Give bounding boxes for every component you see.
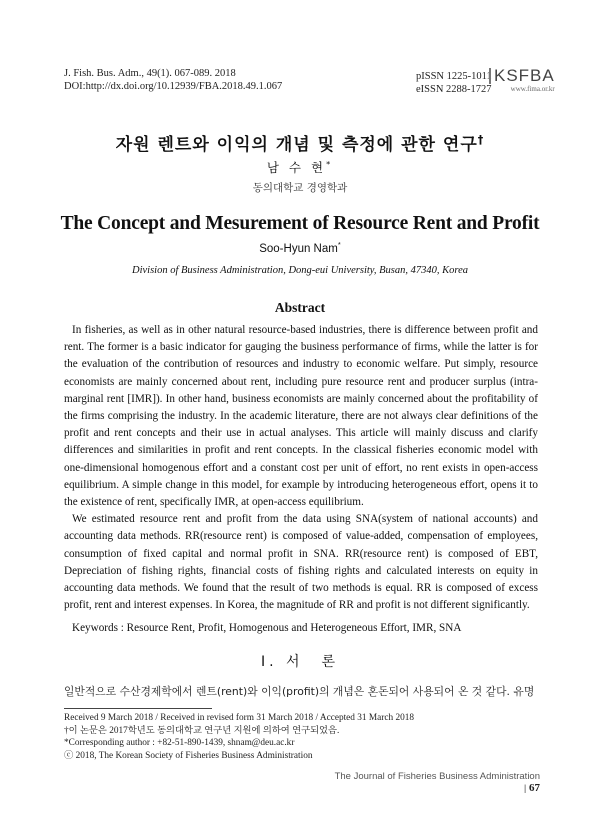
funding-note: †이 논문은 2017학년도 동의대학교 연구년 지원에 의하여 연구되었음. <box>64 725 340 736</box>
abstract-paragraph-1: In fisheries, as well as in other natural resource-based industries, there is difference between profit and rent. The former is a basic indicator for gauging the business performance of firms, while the latter is for the evaluation of the contribution of resources and industry to economic welfare. Put simply, resource economists are mainly concerned about rent, including pure resource rent and producer surplus (intra-marginal rent [IMR]). In other hand, business economists are mainly concerned about the profitability of the firms comprising the industry. In the academic literature, there are not always clear definitions of the profit and rent concepts and their use in actual analyses. This article will mainly discuss and clarify differences and similarities in profit and rent concepts. In the classical fisheries economic model with one-dimensional homogenous effort and a constant cost per unit of effort, no rent exists in open-access equilibrium. A simple change in this model, for example by introducing heterogeneous effort, opens it to the existence of rent, specifically IMR, at open-access equilibrium. <box>64 324 538 509</box>
english-title: The Concept and Mesurement of Resource Rent and Profit <box>60 213 540 234</box>
logo-url: www.fima.or.kr <box>510 85 555 93</box>
keywords: Keywords : Resource Rent, Profit, Homogenous and Heterogeneous Effort, IMR, SNA <box>72 622 462 634</box>
received-dates: Received 9 March 2018 / Received in revised form 31 March 2018 / Accepted 31 March 2018 <box>64 713 415 723</box>
korean-title <box>0 130 600 155</box>
journal-citation <box>64 67 282 93</box>
korean-affiliation: 동의대학교 경영학과 <box>252 182 348 194</box>
abstract-paragraph-2: We estimated resource rent and profit from the data using SNA(system of national accounts) and accounting data methods. RR(resource rent) is composed of value-added, compensation of employees, consumption of fixed capital and normal profit in SNA. RR(resource rent) is composed of EBT, Depreciation of fishing rights, financial costs of fishing rights and calculated interests on equity in accounting data methods. We found that the result of two methods is equal. RR is composed of excess profit, rent and interest expenses. In Korea, the magnitude of RR and profit is not different significantly. <box>64 513 538 612</box>
eissn: eISSN 2288-1727 <box>416 84 492 95</box>
pissn: pISSN 1225-1011 <box>416 71 492 82</box>
title-footnote-mark: † <box>477 133 485 147</box>
abstract-body <box>64 322 538 614</box>
footnotes <box>64 712 414 762</box>
corresponding-author: *Corresponding author : +82-51-890-1439, shnam@deu.ac.kr <box>64 738 295 749</box>
ksfba-logo <box>489 68 555 93</box>
english-author-name: Soo-Hyun Nam <box>259 243 338 255</box>
body-text: 일반적으로 수산경제학에서 렌트(rent)와 이익(profit)의 개념은 혼돈되어 사용되어 온 것 같다. 유명 <box>64 685 535 698</box>
author-footnote-mark: * <box>326 158 334 169</box>
footnote-divider <box>64 708 212 709</box>
page-number: 67 <box>529 782 540 794</box>
korean-title-text: 자원 렌트와 이익의 개념 및 측정에 관한 연구 <box>115 135 478 155</box>
doi-line[interactable]: DOI:http://dx.doi.org/10.12939/FBA.2018.49.1.067 <box>64 81 283 92</box>
english-author <box>0 240 600 255</box>
logo-text: KSFBA <box>489 68 555 84</box>
english-affiliation: Division of Business Administration, Dong-eui University, Busan, 47340, Korea <box>132 265 468 276</box>
issn-block <box>416 70 492 96</box>
footer-journal-name: The Journal of Fisheries Business Administration | <box>334 771 540 794</box>
english-author-mark: * <box>337 240 341 250</box>
page-footer <box>330 771 540 794</box>
korean-author-name: 남 수 현 <box>266 160 327 175</box>
copyright: ⓒ 2018, The Korean Society of Fisheries Business Administration <box>64 750 313 761</box>
section-heading: Ⅰ. 서 론 <box>260 654 340 670</box>
abstract-heading: Abstract <box>274 300 326 315</box>
journal-line: J. Fish. Bus. Adm., 49(1). 067-089. 2018 <box>64 68 236 79</box>
korean-author <box>0 158 600 176</box>
